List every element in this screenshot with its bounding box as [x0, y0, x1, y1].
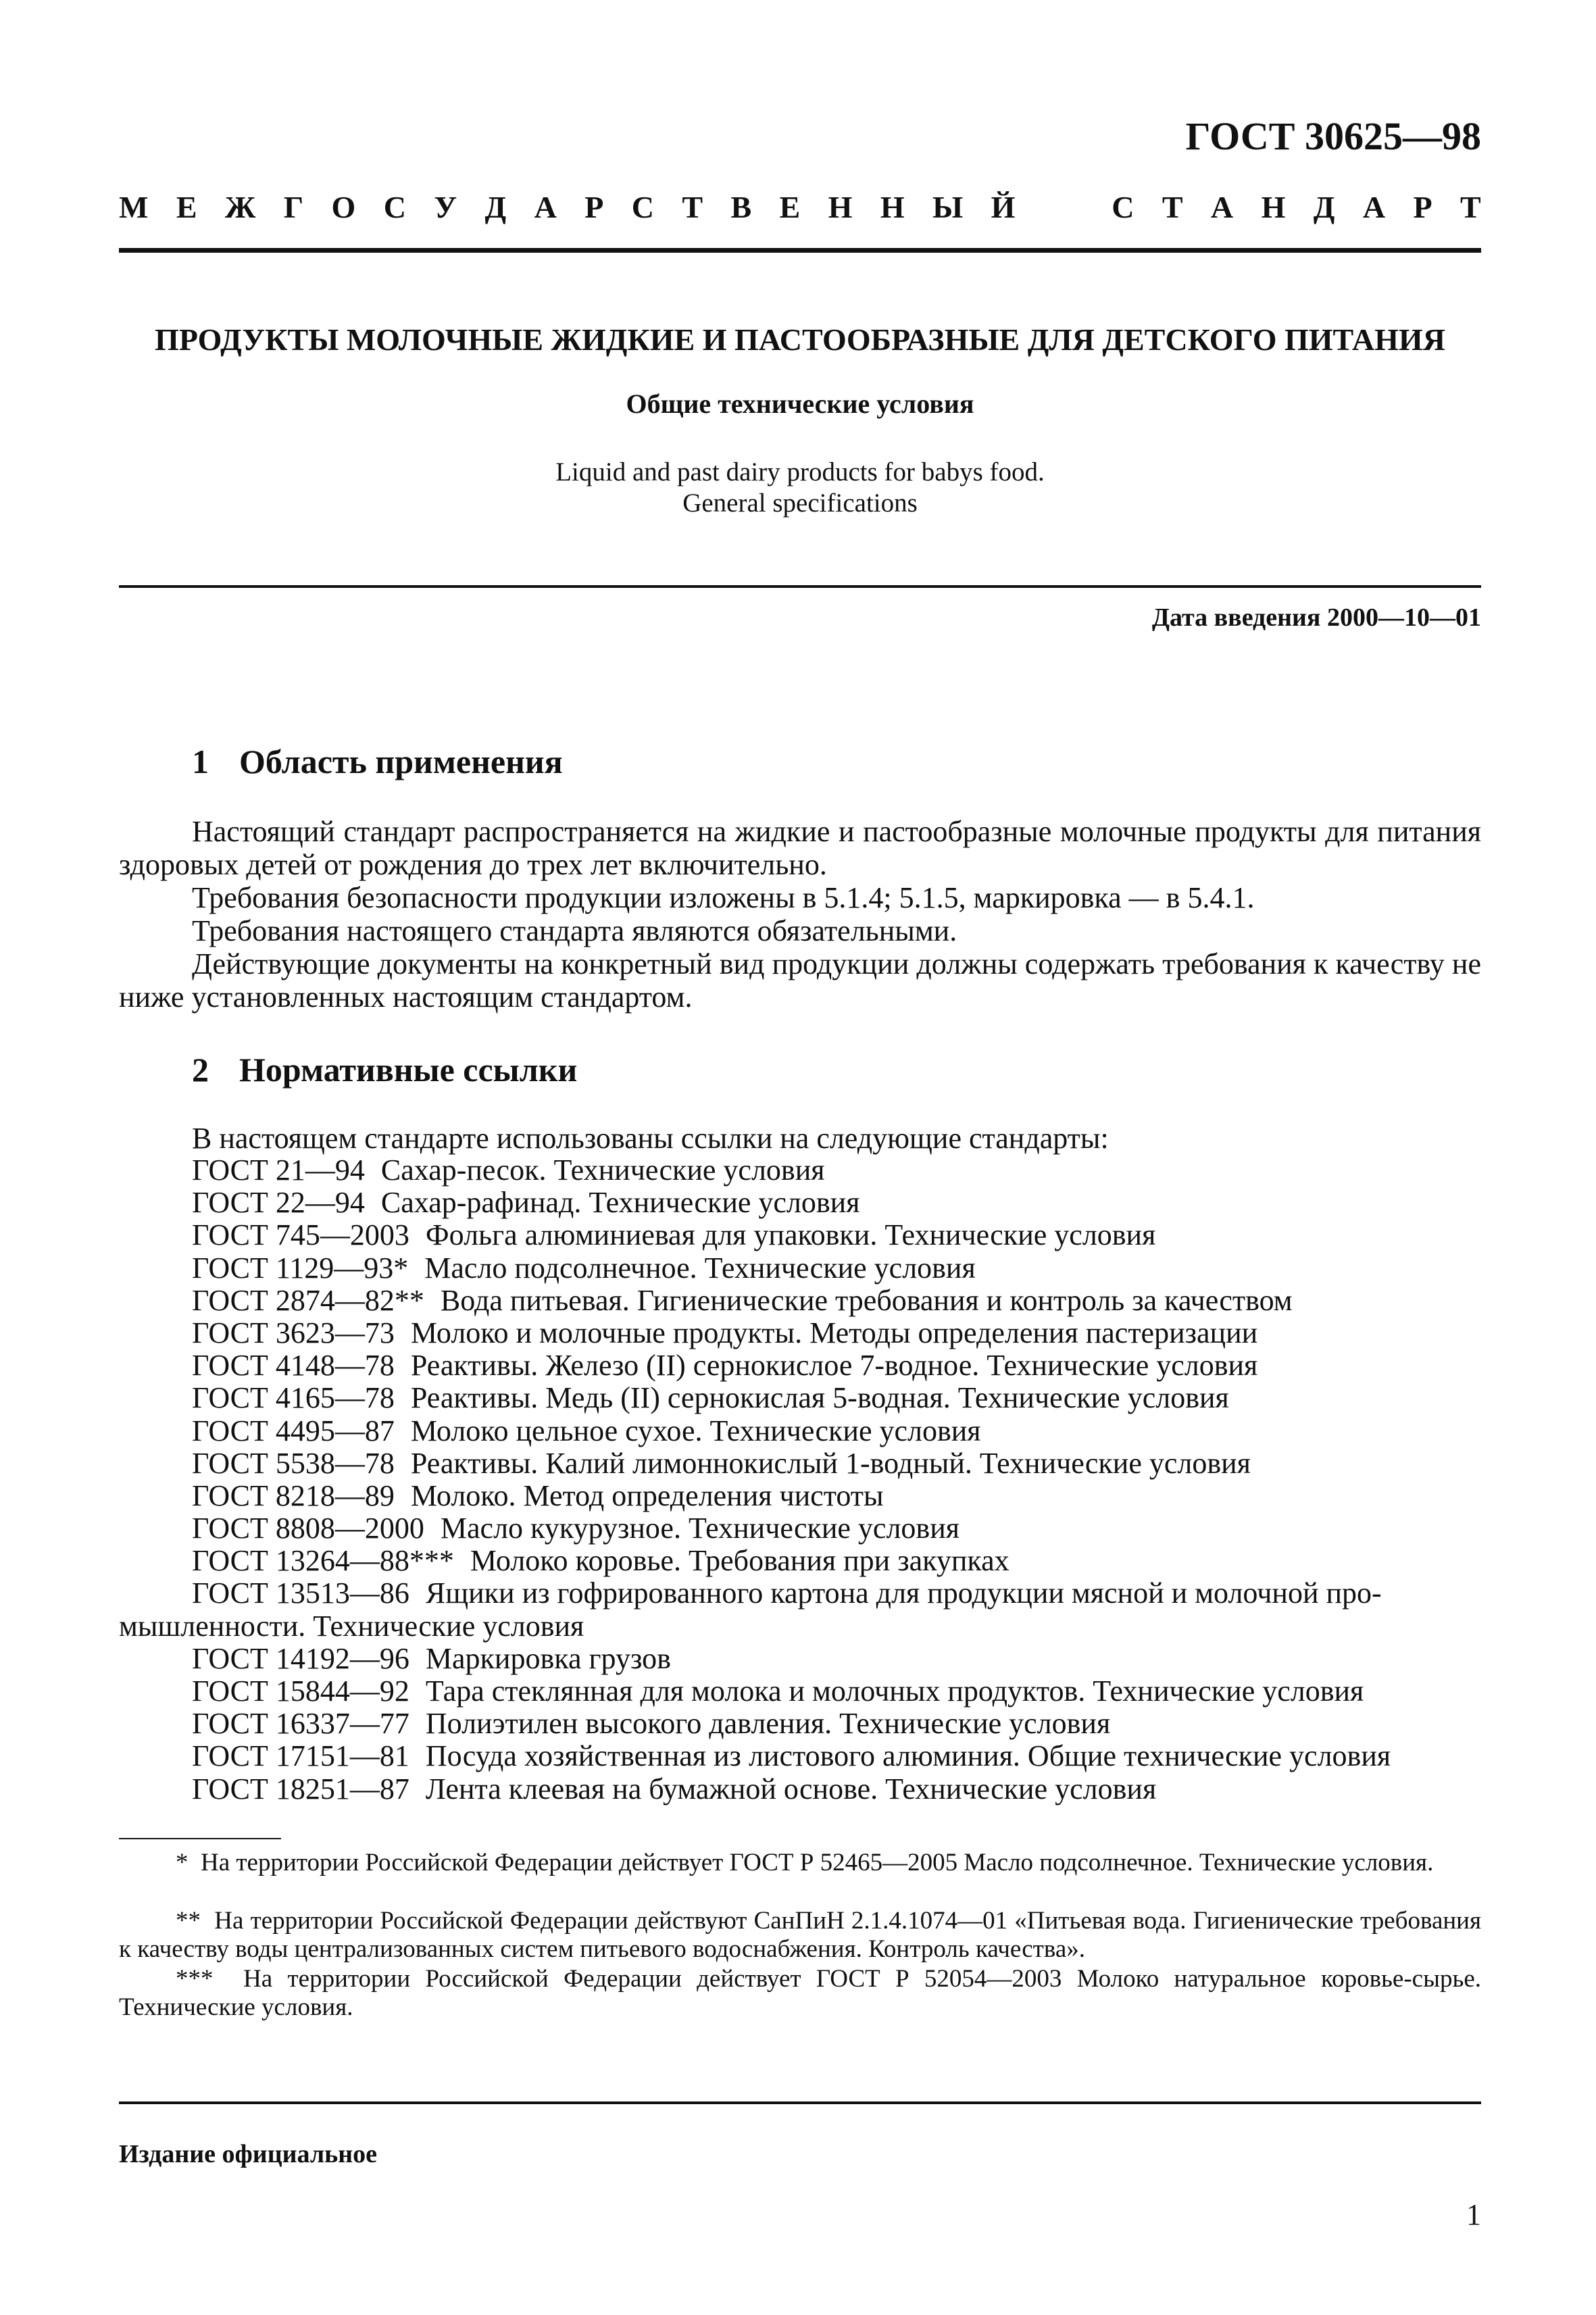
reference-code: ГОСТ 13513—86 [192, 1576, 409, 1610]
reference-code: ГОСТ 13264—88*** [192, 1544, 454, 1578]
reference-title: Молоко цельное сухое. Технические условия [410, 1414, 981, 1447]
section-1-paragraph-4: Действующие документы на конкретный вид продукции должны содержать требования к качеству не ниже установленных настоящим стандартом. [119, 947, 1481, 1014]
document-subtitle: Общие технические условия [626, 389, 974, 419]
reference-item-continuation: мышленности. Технические условия [119, 1609, 584, 1643]
banner-letter: Т [682, 190, 703, 224]
reference-title: Реактивы. Медь (II) сернокислая 5-водная. Технические условия [410, 1381, 1229, 1415]
reference-item [192, 1643, 1391, 1675]
reference-item [192, 1252, 1391, 1285]
reference-code: ГОСТ 18251—87 [192, 1772, 409, 1806]
banner-letter: Ж [224, 190, 256, 224]
reference-item [192, 1577, 1391, 1610]
footnote-2-mark: ** [176, 1907, 201, 1935]
reference-item [192, 1285, 1391, 1317]
banner-letter: М [119, 190, 149, 224]
banner-word-gap [1043, 189, 1084, 225]
reference-item [192, 1447, 1391, 1480]
reference-item [192, 1415, 1391, 1447]
banner-letter: Н [880, 190, 905, 224]
title-rule [119, 585, 1481, 588]
reference-title: Молоко и молочные продукты. Методы определения пастеризации [410, 1316, 1258, 1349]
reference-item [192, 1349, 1391, 1382]
document-number: ГОСТ 30625—98 [1185, 114, 1481, 158]
banner-letter: У [434, 190, 457, 224]
banner-letter: О [331, 190, 356, 224]
reference-title: Масло кукурузное. Технические условия [440, 1512, 959, 1545]
page-number: 1 [1466, 2198, 1481, 2231]
reference-item [192, 1512, 1391, 1545]
footnote-3-mark: *** [176, 1965, 214, 1993]
reference-code: ГОСТ 21—94 [192, 1153, 365, 1187]
section-1-title: Область применения [239, 743, 563, 780]
normative-references-list [119, 1153, 1391, 1806]
footnote-3 [119, 1965, 1481, 2022]
english-title [119, 457, 1481, 519]
footnote-1 [119, 1849, 1481, 1877]
banner-letter: С [1112, 190, 1134, 224]
section-1-heading [192, 742, 563, 781]
reference-code: ГОСТ 8808—2000 [192, 1512, 424, 1545]
document-title: ПРОДУКТЫ МОЛОЧНЫЕ ЖИДКИЕ И ПАСТООБРАЗНЫЕ ДЛЯ ДЕТСКОГО ПИТАНИЯ [155, 322, 1445, 357]
reference-item [192, 1480, 1391, 1512]
reference-code: ГОСТ 5538—78 [192, 1446, 395, 1480]
english-title-line2: General specifications [682, 489, 918, 518]
reference-title: Маркировка грузов [425, 1641, 671, 1675]
reference-code: ГОСТ 14192—96 [192, 1641, 409, 1675]
footnote-2 [119, 1907, 1481, 1964]
reference-item [192, 1219, 1391, 1251]
reference-title: Полиэтилен высокого давления. Технические условия [425, 1707, 1111, 1741]
section-1-paragraph-2: Требования безопасности продукции изложены в 5.1.4; 5.1.5, маркировка — в 5.4.1. [192, 881, 1255, 914]
reference-title: Масло подсолнечное. Технические условия [424, 1251, 976, 1285]
reference-item [192, 1382, 1391, 1414]
banner-letter: А [534, 190, 557, 224]
reference-code: ГОСТ 8218—89 [192, 1478, 395, 1512]
header-rule [119, 248, 1481, 253]
reference-item [192, 1317, 1391, 1349]
banner-letter: Р [584, 190, 604, 224]
reference-item [192, 1675, 1391, 1708]
banner-letter: Г [283, 190, 304, 224]
reference-title: Сахар-рафинад. Технические условия [380, 1186, 860, 1220]
banner-letter: Н [828, 190, 853, 224]
banner-letter: С [631, 190, 654, 224]
footnote-1-mark: * [176, 1849, 189, 1876]
banner-letter: А [1210, 190, 1234, 224]
reference-code: ГОСТ 4495—87 [192, 1414, 395, 1447]
reference-code: ГОСТ 3623—73 [192, 1316, 395, 1349]
reference-item [192, 1545, 1391, 1577]
reference-code: ГОСТ 1129—93* [192, 1251, 409, 1285]
reference-title: Сахар-песок. Технические условия [380, 1153, 825, 1187]
footer-rule [119, 2101, 1481, 2104]
reference-code: ГОСТ 17151—81 [192, 1739, 409, 1773]
banner-letter: В [730, 190, 752, 224]
reference-code: ГОСТ 22—94 [192, 1186, 365, 1220]
reference-code: ГОСТ 745—2003 [192, 1218, 409, 1252]
reference-item [192, 1154, 1391, 1187]
reference-code: ГОСТ 15844—92 [192, 1674, 409, 1708]
reference-title: Тара стеклянная для молока и молочных продуктов. Технические условия [425, 1674, 1364, 1708]
reference-title: Вода питьевая. Гигиенические требования и контроль за качеством [440, 1283, 1293, 1317]
reference-item [192, 1740, 1391, 1772]
section-2-title: Нормативные ссылки [239, 1051, 578, 1089]
introduction-date: Дата введения 2000—10—01 [1151, 603, 1481, 632]
reference-title: Посуда хозяйственная из листового алюминия. Общие технические условия [425, 1739, 1391, 1773]
section-1-number: 1 [192, 743, 209, 780]
english-title-line1: Liquid and past dairy products for babys food. [555, 457, 1045, 487]
reference-code: ГОСТ 4148—78 [192, 1349, 395, 1383]
banner-letter: Д [1313, 190, 1335, 224]
reference-item [192, 1773, 1391, 1806]
banner-letter: Е [176, 190, 197, 224]
reference-title: Молоко коровье. Требования при закупках [470, 1544, 1009, 1578]
banner-letter: С [383, 190, 406, 224]
footnote-2-text: На территории Российской Федерации действуют СанПиН 2.1.4.1074—01 «Питьевая вода. Гигиенические требования к качеству воды централизованных систем питьевого водоснабжения. Контроль качества». [119, 1907, 1482, 1963]
footnote-3-text: На территории Российской Федерации действует ГОСТ Р 52054—2003 Молоко натуральное коровье-сырье. Технические условия. [119, 1965, 1481, 2021]
footnote-separator [119, 1838, 281, 1839]
reference-title: Фольга алюминиевая для упаковки. Технические условия [425, 1218, 1156, 1252]
banner-letter: Т [1162, 190, 1183, 224]
reference-code: ГОСТ 2874—82** [192, 1283, 424, 1317]
banner-letter: А [1362, 190, 1386, 224]
banner-letter: Д [484, 190, 507, 224]
banner-letter: Н [1261, 190, 1286, 224]
banner-letter: Ы [932, 190, 964, 224]
section-2-number: 2 [192, 1051, 209, 1089]
reference-title: Ящики из гофрированного картона для продукции мясной и молочной про- [425, 1576, 1382, 1610]
reference-code: ГОСТ 4165—78 [192, 1381, 395, 1415]
reference-code: ГОСТ 16337—77 [192, 1707, 409, 1741]
footnote-1-text: На территории Российской Федерации действует ГОСТ Р 52465—2005 Масло подсолнечное. Технические условия. [201, 1849, 1434, 1876]
reference-item [192, 1187, 1391, 1219]
section-2-heading [192, 1050, 577, 1089]
section-1-paragraph-3: Требования настоящего стандарта являются обязательными. [192, 914, 957, 947]
reference-title: Лента клеевая на бумажной основе. Технические условия [425, 1772, 1157, 1806]
banner-letter: Р [1413, 190, 1432, 224]
official-edition-label: Издание официальное [119, 2140, 378, 2168]
reference-item [192, 1708, 1391, 1740]
reference-title: Молоко. Метод определения чистоты [410, 1478, 884, 1512]
section-2-intro: В настоящем стандарте использованы ссылки на следующие стандарты: [192, 1122, 1109, 1155]
reference-title: Реактивы. Калий лимоннокислый 1-водный. Технические условия [410, 1446, 1251, 1480]
section-1-paragraph-1: Настоящий стандарт распространяется на жидкие и пастообразные молочные продукты для питания здоровых детей от рождения до трех лет включительно. [119, 815, 1481, 881]
interstate-standard-banner [119, 189, 1481, 225]
reference-title: Реактивы. Железо (II) сернокислое 7-водное. Технические условия [410, 1349, 1258, 1383]
banner-letter: Е [779, 190, 801, 224]
banner-letter: Т [1460, 190, 1481, 224]
banner-letter: Й [991, 190, 1016, 224]
